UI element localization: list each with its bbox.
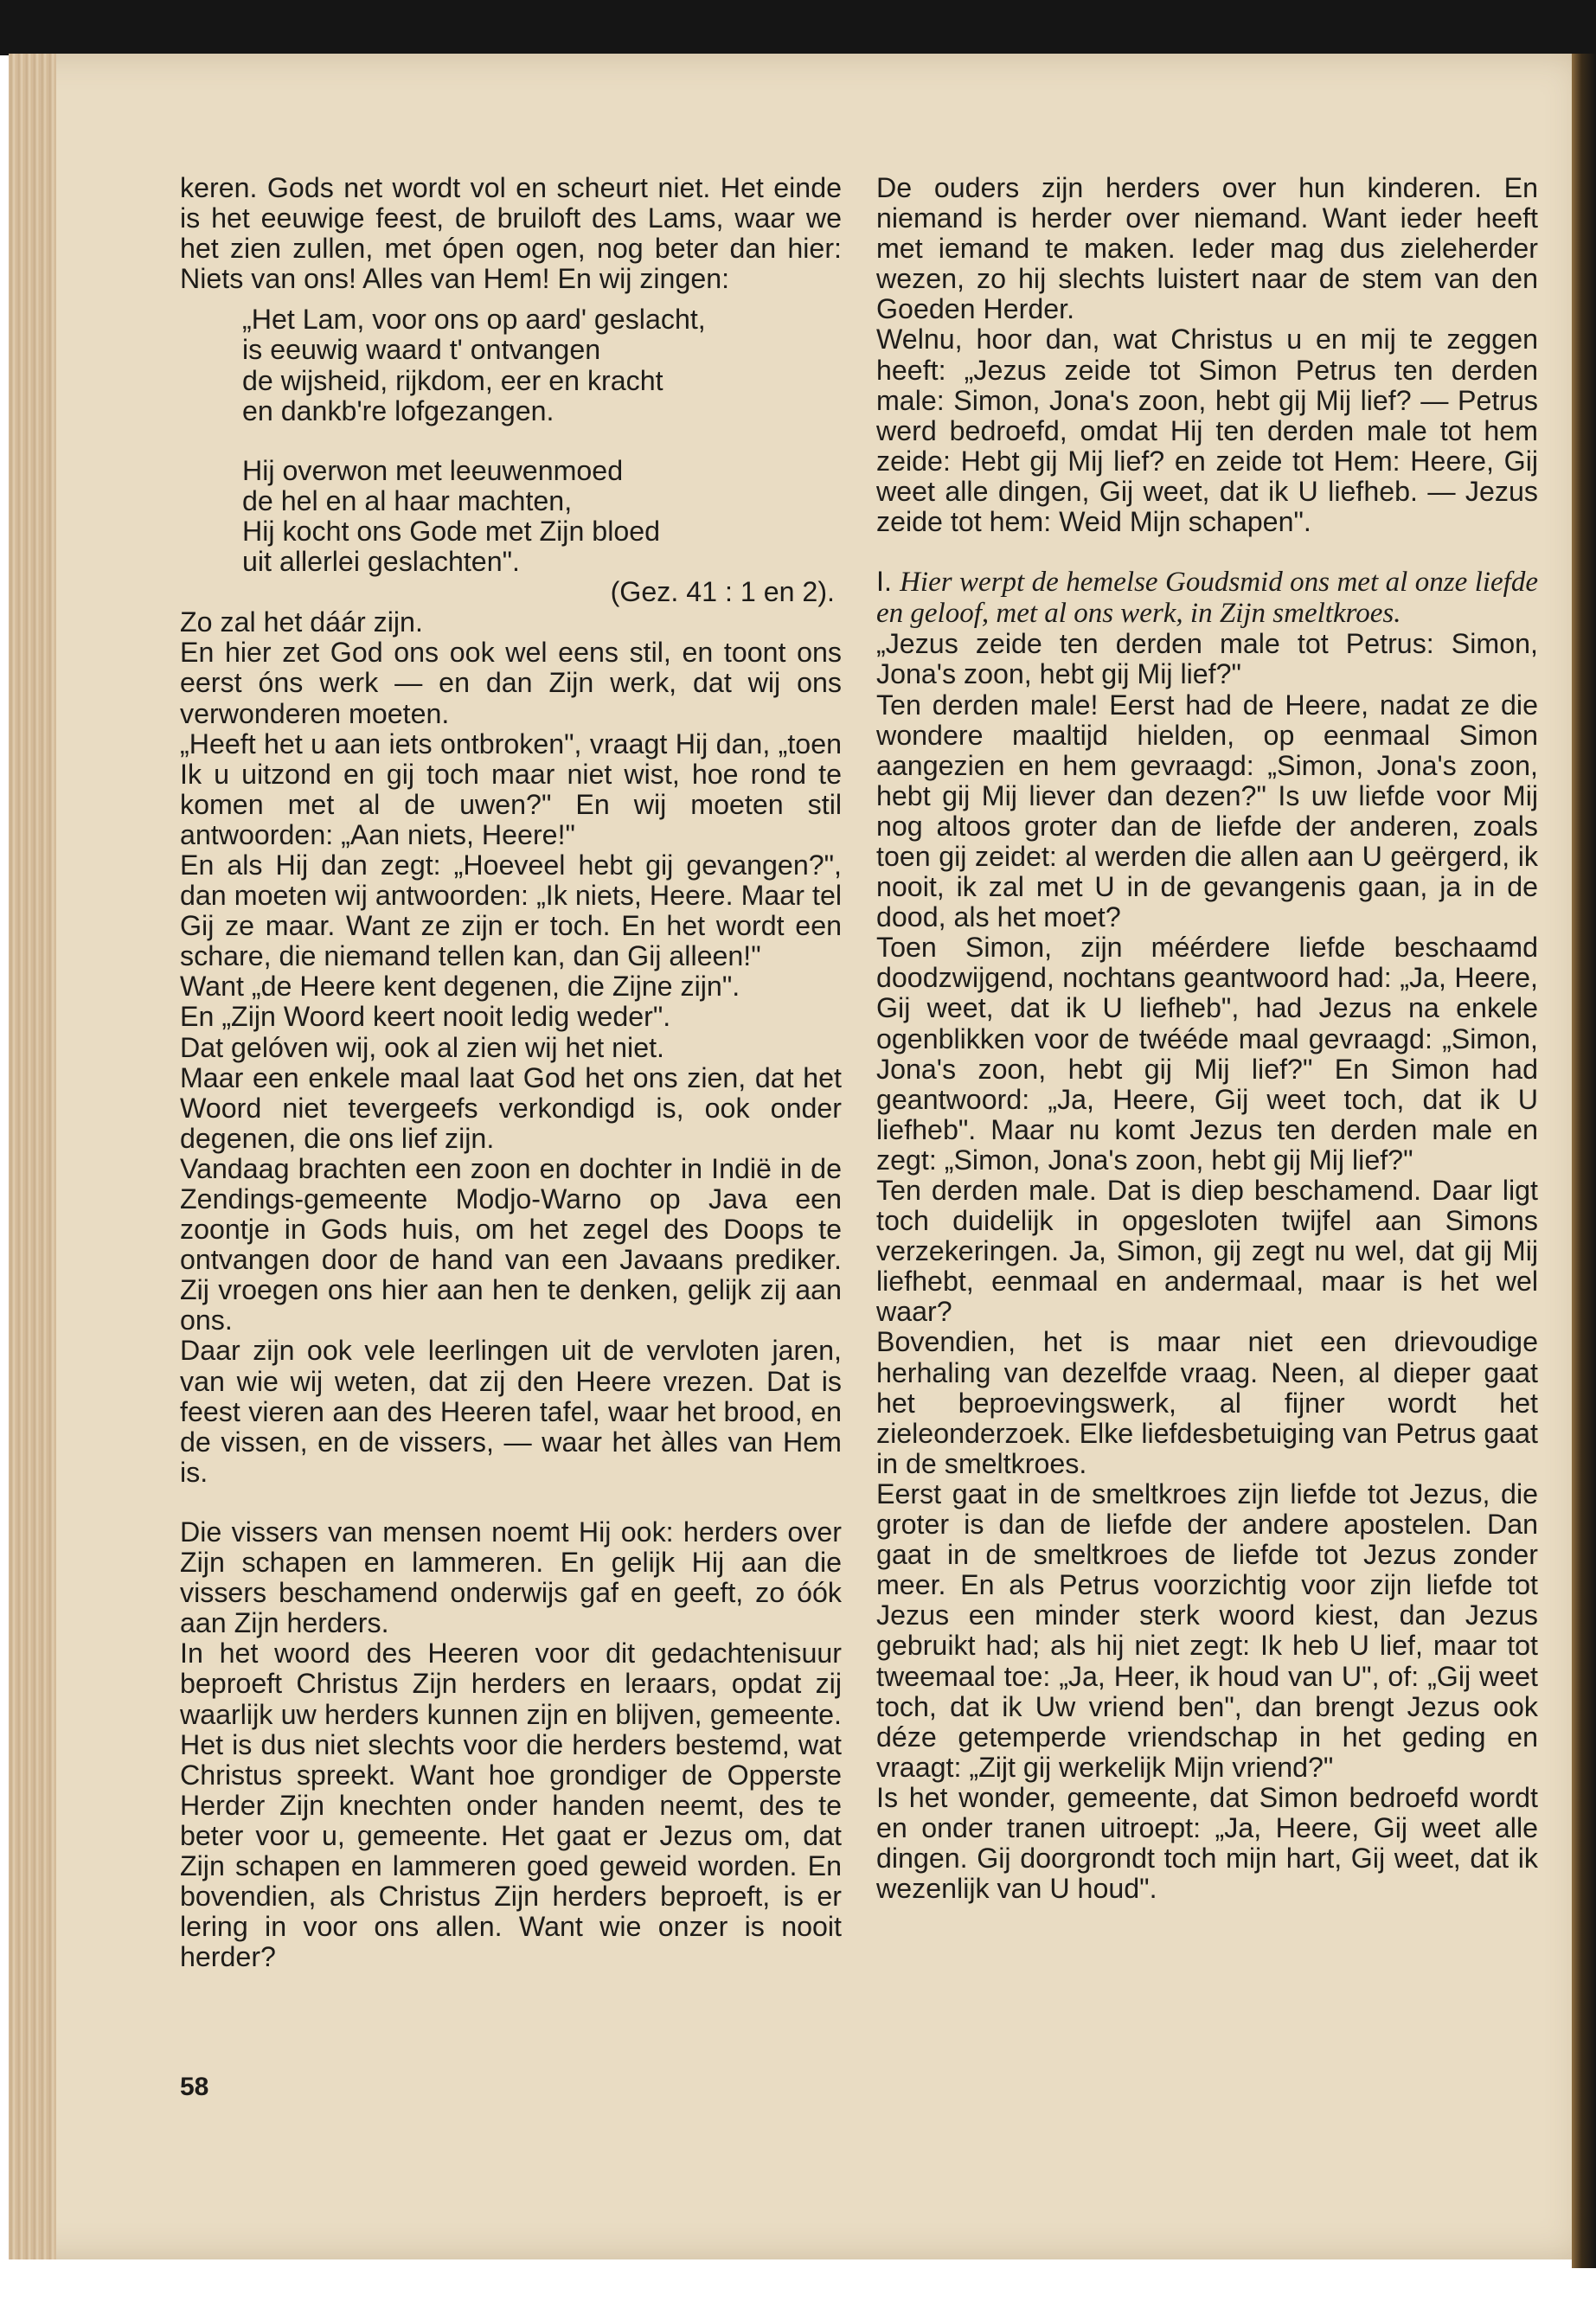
hymn-reference: (Gez. 41 : 1 en 2). (610, 576, 835, 608)
verse-line: en dankb're lofgezangen. (242, 394, 554, 426)
section-number: I. (876, 566, 892, 598)
hymn-verse-2 (242, 456, 842, 577)
verse-line: de wijsheid, rijkdom, eer en kracht (242, 364, 663, 396)
section-heading-text: Hier werpt de hemelse Goudsmid ons met al onze liefde en geloof, met al ons werk, in Zijn smeltkroes. (876, 567, 1538, 630)
paragraph: En hier zet God ons ook wel eens stil, en toont ons eerst óns werk — en dan Zijn werk, dat wij ons verwonderen moeten. (180, 637, 842, 729)
paragraph: De ouders zijn herders over hun kinderen. En niemand is herder over niemand. Want ieder heeft met iemand te maken. Ieder mag dus zieleherder wezen, zo hij slechts luistert naar de stem van den Goeden Herder. (876, 172, 1538, 325)
hymn-verse-1 (242, 304, 842, 426)
paragraph: Daar zijn ook vele leerlingen uit de vervloten jaren, van wie wij weten, dat zij den Heere vrezen. Dat is feest vieren aan des Heeren tafel, waar het brood, en de vissen, en de vissers, — waar het àlles van Hem is. (180, 1335, 842, 1488)
verse-line: uit allerlei geslachten". (242, 546, 520, 578)
page-stack-edge (9, 54, 56, 2259)
verse-line: „Het Lam, voor ons op aard' geslacht, (242, 304, 706, 336)
paragraph: Dat gelóven wij, ook al zien wij het niet. (180, 1031, 664, 1063)
paragraph: Bovendien, het is maar niet een drievoudige herhaling van dezelfde vraag. Neen, al dieper gaat het beproevingswerk, al fijner wordt het zieleonderzoek. Elke liefdesbetuiging van Petrus gaat in de smeltkroes. (876, 1326, 1538, 1479)
paragraph: En „Zijn Woord keert nooit ledig weder". (180, 1001, 671, 1033)
right-column (876, 173, 1538, 1904)
paragraph: Die vissers van mensen noemt Hij ook: herders over Zijn schapen en lammeren. En gelijk Hij aan die vissers beschamend onderwijs gaf en geeft, zo óók aan Zijn herders. (180, 1516, 842, 1639)
left-column (180, 173, 842, 1972)
verse-line: de hel en al haar machten, (242, 484, 573, 516)
section-heading (876, 567, 1538, 629)
paragraph: Is het wonder, gemeente, dat Simon bedroefd wordt en onder tranen uitroept: „Ja, Heere, Gij weet alle dingen. Gij doorgrondt toch mijn hart, Gij weet, dat ik wezenlijk van U houd". (876, 1781, 1538, 1905)
verse-line: Hij kocht ons Gode met Zijn bloed (242, 515, 661, 547)
paragraph: Want „de Heere kent degenen, die Zijne zijn". (180, 971, 740, 1003)
paragraph: Eerst gaat in de smeltkroes zijn liefde tot Jezus, die groter is dan de liefde der andere apostelen. Dan gaat in de smeltkroes de liefde tot Jezus zonder meer. En als Petrus voorzichtig voor zijn liefde tot Jezus een minder sterk woord kiest, dan Jezus gebruikt had; als hij niet zegt: Ik heb U lief, maar tot tweemaal toe: „Ja, Heer, ik houd van U", of: „Gij weet toch, dat ik Uw vriend ben", dan brengt Jezus ook déze getemperde vriendschap in het geding en vraagt: „Zijt gij werkelijk Mijn vriend?" (876, 1477, 1538, 1783)
verse-line: Hij overwon met leeuwenmoed (242, 454, 624, 486)
paragraph: En als Hij dan zegt: „Hoeveel hebt gij gevangen?", dan moeten wij antwoorden: „Ik niets, Heere. Maar tel Gij ze maar. Want ze zijn er toch. En het wordt een schare, die niemand tellen kan, dan Gij alleen!" (180, 849, 842, 972)
paragraph: „Heeft het u aan iets ontbroken", vraagt Hij dan, „toen Ik u uitzond en gij toch maar niet wist, hoe rond te komen met al de uwen?" En wij moeten stil antwoorden: „Aan niets, Heere!" (180, 727, 842, 850)
paragraph: Maar een enkele maal laat God het ons zien, dat het Woord niet tevergeefs verkondigd is, ook onder degenen, die ons lief zijn. (180, 1061, 842, 1154)
paragraph: keren. Gods net wordt vol en scheurt niet. Het einde is het eeuwige feest, de bruiloft des Lams, waar we het zien zullen, met ópen ogen, nog beter dan hier: Niets van ons! Alles van Hem! En wij zingen: (180, 172, 842, 295)
paragraph: Ten derden male! Eerst had de Heere, nadat ze die wondere maaltijd hielden, op eenmaal Simon aangezien en hem gevraagd: „Simon, Jona's zoon, hebt gij Mij liever dan dezen?" Is uw liefde voor Mij nog altoos groter dan de liefde der anderen, zoals toen gij zeidet: al werden die allen aan U geërgerd, ik nooit, ik zal met U in de gevangenis gaan, ja in de dood, als het moet? (876, 689, 1538, 933)
verse-line: is eeuwig waard t' ontvangen (242, 334, 601, 366)
paragraph: Toen Simon, zijn méérdere liefde beschaamd doodzwijgend, nochtans geantwoord had: „Ja, Heere, Gij weet, dat ik U liefheb", had Jezus na enkele ogenblikken voor de twééde maal gevraagd: „Simon, Jona's zoon, hebt gij Mij lief?" En Simon had geantwoord: „Ja, Heere, Gij weet toch, dat ik U liefheb". Maar nu komt Jezus ten derden male en zegt: „Simon, Jona's zoon, hebt gij Mij lief?" (876, 932, 1538, 1176)
page-number: 58 (180, 2073, 209, 2101)
paragraph: Welnu, hoor dan, wat Christus u en mij te zeggen heeft: „Jezus zeide tot Simon Petrus ten derden male: Simon, Jona's zoon, hebt gij Mij lief? — Petrus werd bedroefd, omdat Hij ten derden male tot hem zeide: Hebt gij Mij lief? en zeide tot Hem: Heere, Gij weet alle dingen, Gij weet, dat ik U liefheb. — Jezus zeide tot hem: Weid Mijn schapen". (876, 324, 1538, 538)
paragraph: „Jezus zeide ten derden male tot Petrus: Simon, Jona's zoon, hebt gij Mij lief?" (876, 628, 1538, 690)
paragraph: Zo zal het dáár zijn. (180, 606, 423, 638)
paragraph: Vandaag brachten een zoon en dochter in Indië in de Zendings-gemeente Modjo-Warno op Java een zoontje in Gods huis, om het zegel des Doops te ontvangen door de hand van een Javaans prediker. Zij vroegen ons hier aan hen te denken, gelijk zij aan ons. (180, 1152, 842, 1336)
scanner-top-border (0, 0, 1596, 55)
paragraph: Ten derden male. Dat is diep beschamend. Daar ligt toch duidelijk in opgesloten twijfel aan Simons verzekeringen. Ja, Simon, gij zegt nu wel, dat gij Mij liefhebt, eenmaal en andermaal, maar is het wel waar? (876, 1175, 1538, 1328)
paragraph: In het woord des Heeren voor dit gedachtenisuur beproeft Christus Zijn herders en leraars, opdat zij waarlijk uw herders kunnen zijn en blijven, gemeente. Het is dus niet slechts voor die herders bestemd, wat Christus spreekt. Want hoe grondiger de Opperste Herder Zijn knechten onder handen neemt, des te beter voor u, gemeente. Het gaat er Jezus om, dat Zijn schapen en lammeren goed geweid worden. En bovendien, als Christus Zijn herders beproeft, is er lering in voor ons allen. Want wie onzer is nooit herder? (180, 1638, 842, 1973)
book-spine (1572, 54, 1596, 2268)
